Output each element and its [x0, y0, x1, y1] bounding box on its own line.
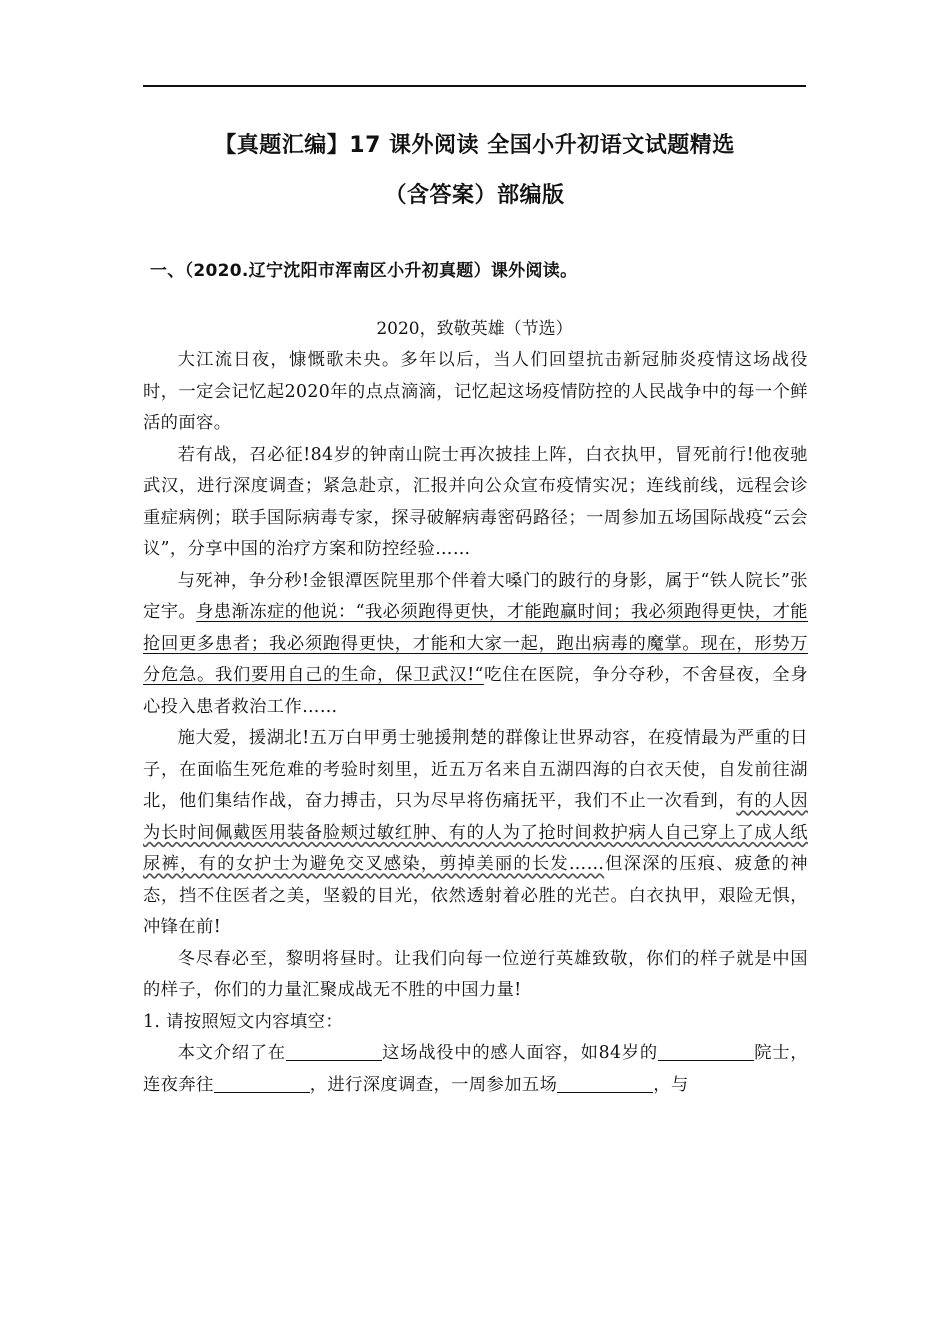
fill-text-2: 这场战役中的感人面容，如84岁的 — [381, 1043, 658, 1063]
paragraph-4-start: 施大爱，援湖北!五万白甲勇士驰援荆楚的群像让世界动容，在疫情最为严重的日子，在面临生死危难的考验时刻里，近五万名来自五湖四海的白衣天使，自发前往湖北，他们集结作战，奋力搏击，只为尽早将伤痛抚平，我们不止一次看到， — [143, 728, 808, 811]
fill-text-1: 本文介绍了在 — [177, 1043, 286, 1063]
page-title-line1: 【真题汇编】17 课外阅读 全国小升初语文试题精选 — [214, 133, 735, 158]
answer-blank-2[interactable] — [658, 1042, 754, 1061]
answer-blank-3[interactable] — [214, 1074, 310, 1093]
underlined-quote: 身患渐冻症的他说：“我必须跑得更快，才能跑赢时间；我必须跑得更快，才能抢回更多患者；我必须跑得更快，才能和大家一起，跑出病毒的魔掌。现在，形势万分危急。我们要用自己的生命，保卫武汉!“ — [143, 602, 808, 685]
paragraph-2: 若有战，召必征!84岁的钟南山院士再次披挂上阵，白衣执甲，冒死前行!他夜驰武汉，进行深度调查；紧急赴京，汇报并向公众宣布疫情实况；连线前线，远程会诊重症病例；联手国际病毒专家，探寻破解病毒密码路径；一周参加五场国际战疫“云会议”，分享中国的治疗方案和防控经验…… — [143, 444, 808, 559]
paragraph-3-start: 与死神，争分秒!金银潭医院里那个伴着大嗓门的跛行的身影，属于“铁人院长”张定宇。 — [143, 570, 808, 622]
question-1-prompt: 1. 请按照短文内容填空： — [143, 1011, 343, 1032]
page-title-line2: （含答案）部编版 — [384, 183, 565, 208]
fill-text-3: 院士，连夜奔往 — [143, 1043, 809, 1095]
paragraph-4-end: 但深深的压痕、疲惫的神态，挡不住医者之美，坚毅的目光，依然透射着必胜的光芒。白衣执甲，艰险无惧，冲锋在前! — [143, 854, 808, 937]
header-rule — [143, 85, 806, 87]
article-body — [143, 345, 808, 1101]
paragraph-3 — [143, 566, 808, 724]
question-1-fill — [143, 1038, 808, 1101]
paragraph-1: 大江流日夜，慷慨歌未央。多年以后，当人们回望抗击新冠肺炎疫情这场战役时，一定会记忆起2020年的点点滴滴，记忆起这场疫情防控的人民战争中的每一个鲜活的面容。 — [143, 350, 808, 433]
section-heading: 一、（2020.辽宁沈阳市浑南区小升初真题）课外阅读。 — [150, 261, 578, 281]
fill-text-4: ，进行深度调查，一周参加五场 — [309, 1074, 558, 1095]
fill-text-5: ，与 — [653, 1074, 689, 1095]
paragraph-3-end: 吃住在医院，争分夺秒，不舍昼夜，全身心投入患者救治工作…… — [143, 665, 809, 717]
wavy-underlined-text: 有的人因为长时间佩戴医用装备脸颊过敏红肿、有的人为了抢时间救护病人自己穿上了成人纸尿裤，有的女护士为避免交叉感染，剪掉美丽的长发…… — [143, 791, 808, 874]
answer-blank-4[interactable] — [557, 1074, 653, 1093]
paragraph-5: 冬尽春必至，黎明将昼时。让我们向每一位逆行英雄致敬，你们的样子就是中国的样子，你们的力量汇聚成战无不胜的中国力量! — [143, 948, 808, 1000]
paragraph-4 — [143, 723, 808, 944]
answer-blank-1[interactable] — [286, 1042, 382, 1061]
article-title: 2020，致敬英雄（节选） — [376, 319, 573, 339]
